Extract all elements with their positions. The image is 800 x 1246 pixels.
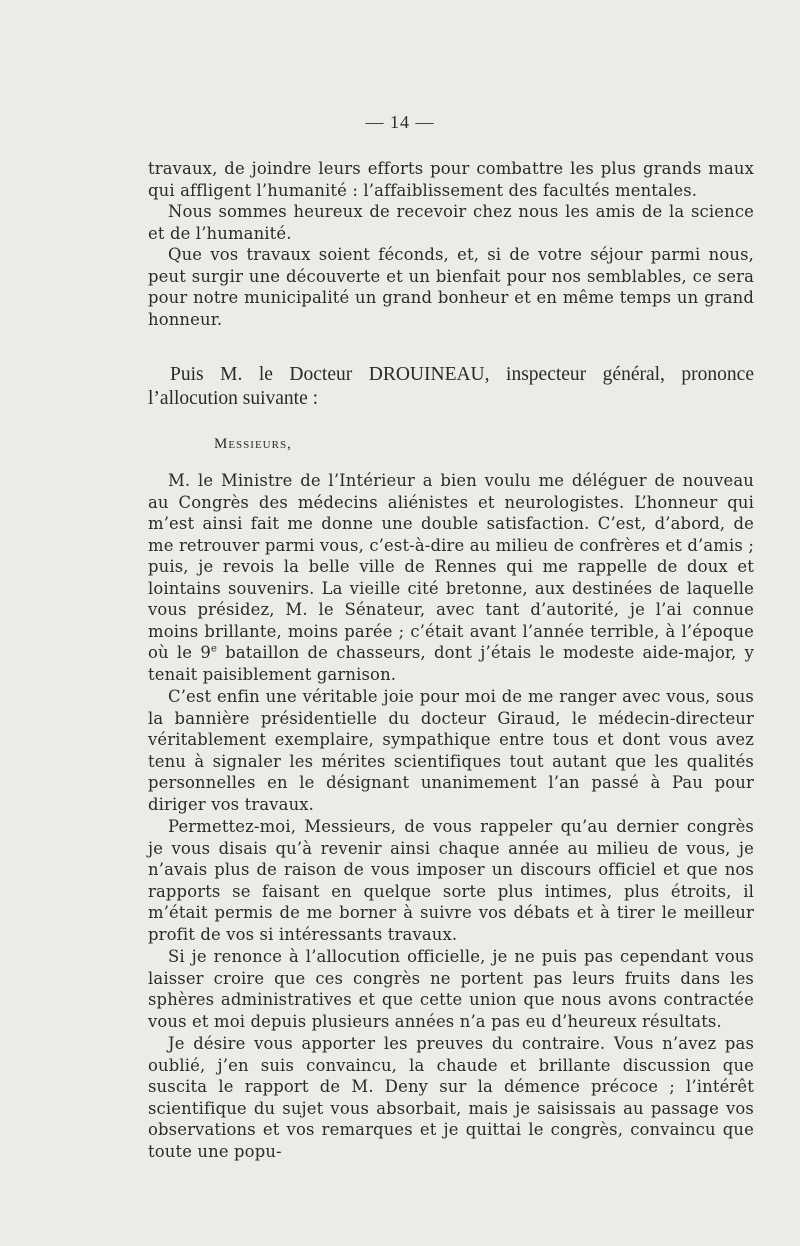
speech-introduction xyxy=(148,363,754,411)
paragraph: Permettez-moi, Messieurs, de vous rappeler qu’au dernier congrès je vous disais qu’à revenir ainsi chaque année au milieu de vous, je n’avais plus de raison de vous imposer un discours officiel et que nos rapports se faisant en quelque sorte plus intimes, plus étroits, il m’était permis de me borner à suivre vos débats et à tirer le meilleur profit de vos si intéressants travaux. xyxy=(148,817,754,944)
paragraph: Nous sommes heureux de recevoir chez nous les amis de la science et de l’humanité. xyxy=(148,202,754,243)
paragraph-text-continued: bataillon de chasseurs, dont j’étais le modeste aide-major, y tenait paisiblement garnison. xyxy=(148,643,754,684)
introduction-paragraph: Puis M. le Docteur DROUINEAU, inspecteur général, prononce l’allocution suivante : xyxy=(148,364,754,409)
paragraph: travaux, de joindre leurs efforts pour combattre les plus grands maux qui affligent l’humanité : l’affaiblissement des facultés mentales. xyxy=(148,159,754,200)
ordinal-superscript: e xyxy=(210,643,218,655)
opening-text-block xyxy=(148,158,754,330)
page-number: — 14 — xyxy=(365,112,435,132)
speech-text-block xyxy=(148,470,754,1162)
paragraph-text: M. le Ministre de l’Intérieur a bien voulu me déléguer de nouveau au Congrès des médecins aliénistes et neurologistes. L’honneur qui m’est ainsi fait me donne une double satisfaction. C’est, d’abord, de me retrouver parmi vous, c’est-à-dire au milieu de confrères et d’amis ; puis, je revois la belle ville de Rennes qui me rappelle de doux et lointains souvenirs. La vieille cité bretonne, aux destinées de laquelle vous présidez, M. le Sénateur, avec tant d’autorité, je l’ai connue moins brillante, moins parée ; c’était avant l’année terrible, à l’époque où le 9 xyxy=(148,471,754,662)
paragraph xyxy=(148,470,754,685)
paragraph: C’est enfin une véritable joie pour moi de me ranger avec vous, sous la bannière présidentielle du docteur Giraud, le médecin-directeur véritablement exemplaire, sympathique entre tous et dont vous avez tenu à signaler les mérites scientifiques tout autant que les qualités personnelles en le désignant unanimement l’an passé à Pau pour diriger vos travaux. xyxy=(148,687,754,814)
paragraph: Si je renonce à l’allocution officielle, je ne puis pas cependant vous laisser croire que ces congrès ne portent pas leurs fruits dans les sphères administratives et que cette union que nous avons contractée vous et moi depuis plusieurs années n’a pas eu d’heureux résultats. xyxy=(148,947,754,1031)
salutation: Messieurs, xyxy=(214,436,292,452)
paragraph: Que vos travaux soient féconds, et, si de votre séjour parmi nous, peut surgir une découverte et un bienfait pour nos semblables, ce sera pour notre municipalité un grand bonheur et en même temps un grand honneur. xyxy=(148,245,754,329)
paragraph: Je désire vous apporter les preuves du contraire. Vous n’avez pas oublié, j’en suis convaincu, la chaude et brillante discussion que suscita le rapport de M. Deny sur la démence précoce ; l’intérêt scientifique du sujet vous absorbait, mais je saisissais au passage vos observations et vos remarques et je quittai le congrès, convaincu que toute une popu- xyxy=(148,1034,754,1161)
